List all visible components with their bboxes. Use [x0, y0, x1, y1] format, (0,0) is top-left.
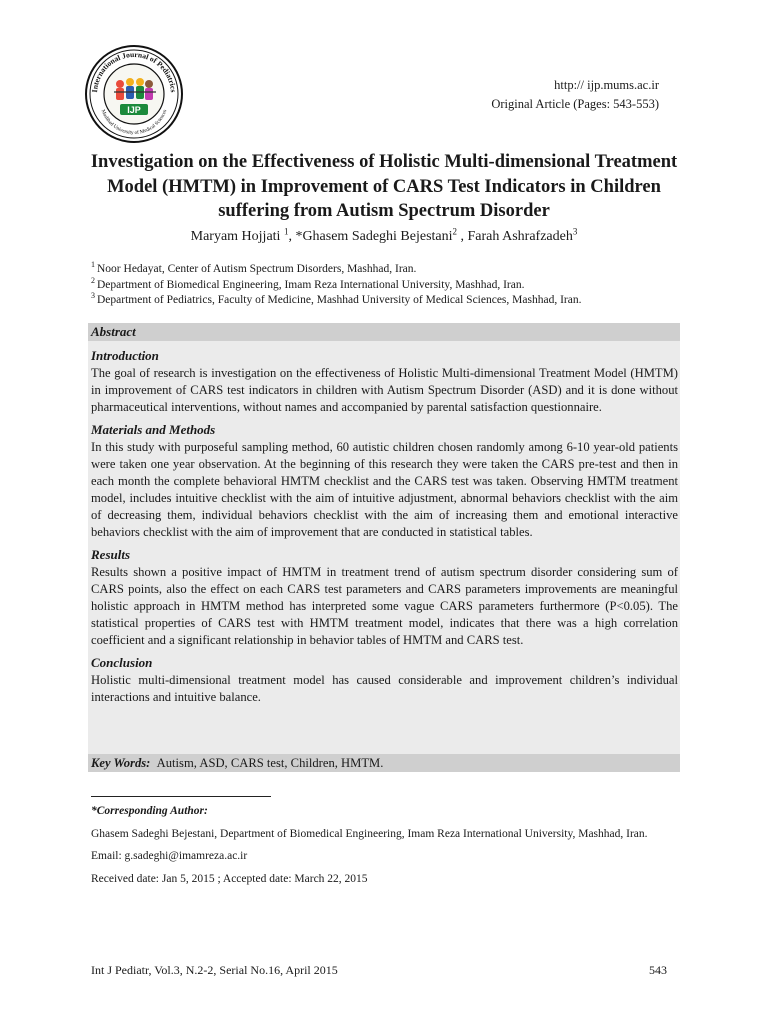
affiliation-1 — [91, 262, 681, 278]
author-3-name: Farah Ashrafzadeh — [467, 229, 573, 244]
journal-url[interactable]: http:// ijp.mums.ac.ir — [554, 78, 659, 92]
affiliation-2 — [91, 275, 681, 294]
author-1-name: Maryam Hojjati — [190, 229, 281, 244]
author-2-name: *Ghasem Sadeghi Bejestani — [295, 229, 453, 244]
affiliations — [91, 262, 681, 309]
corresponding-label: *Corresponding Author: — [91, 805, 208, 817]
keywords — [88, 754, 680, 772]
conclusion-text: Holistic multi-dimensional treatment model has caused considerable and improvement children’s individual interactions and intuitive balance. — [91, 673, 678, 704]
methods-text: In this study with purposeful sampling method, 60 autistic children chosen randomly among 6-10 year-old patients were taken one year observation. At the beginning of this research they were taken the CARS pre-test and then in each month the complete behavioral HMTM checklist and the CARS test was taken. Observing HMTM treatment model, includes intuitive checklist with the aim of intuitive adjustment, abnormal behaviors checklist with the aim of decreasing them, individual behaviors checklist with the aim of increasing them and emotional interactive behaviors checklist with the aim of improvement that are conducted in statistical tables. — [91, 440, 678, 539]
affiliation-num: 3 — [91, 291, 95, 301]
received-dates: Received date: Jan 5, 2015 ; Accepted date: March 22, 2015 — [91, 872, 368, 885]
journal-logo-icon — [84, 44, 184, 144]
methods-heading: Materials and Methods — [91, 422, 216, 437]
affiliation-num: 2 — [91, 275, 95, 285]
introduction-text: The goal of research is investigation on the effectiveness of Holistic Multi-dimensional Treatment Model (HMTM) in improvement of CARS test indicators in children with Autism Spectrum Disorder (ASD) and it is done without pharmaceutical interventions, without names and accompanied by parental satisfaction questionnaire. — [91, 366, 678, 414]
paper-title: Investigation on the Effectiveness of Holistic Multi-dimensional Treatment Model (HMTM) in Improvement of CARS Test Indicators in Children suffering from Autism Spectrum Disorder — [90, 152, 678, 221]
affiliation-text: Department of Biomedical Engineering, Imam Reza International University, Mashhad, Iran. — [97, 278, 525, 291]
logo-ring-text: International Journal of Pediatrics — [90, 49, 178, 93]
article-info: Original Article (Pages: 543-553) — [491, 97, 659, 111]
abstract-heading: Abstract — [88, 323, 680, 341]
keywords-label: Key Words: — [91, 756, 151, 770]
abstract-content — [91, 347, 678, 706]
author-separator: , — [457, 229, 468, 244]
corresponding-email[interactable]: Email: g.sadeghi@imamreza.ac.ir — [91, 850, 248, 862]
author-3-sup: 3 — [572, 226, 578, 237]
affiliation-text: Noor Hedayat, Center of Autism Spectrum Disorders, Mashhad, Iran. — [97, 263, 417, 275]
affiliation-text: Department of Pediatrics, Faculty of Medicine, Mashhad University of Medical Sciences, Mashhad, Iran. — [97, 294, 582, 306]
results-text: Results shown a positive impact of HMTM in treatment trend of autism spectrum disorder considering sum of CARS points, also the effect on each CARS test parameters and CARS parameters improvements are meaningful holistic approach in HMTM method has interpreted some vague CARS parameters furthermore (P<0.05). The statistical properties of CARS test with HMTM treatment model, indicates that there was a high correlation coefficient and a significant relationship in behavior tables of HMTM and CARS test. — [91, 565, 678, 647]
footer-citation: Int J Pediatr, Vol.3, N.2-2, Serial No.16, April 2015 — [91, 963, 338, 977]
logo-bottom-text: Mashhad University of Medical Sciences — [99, 108, 169, 137]
page-number: 543 — [649, 963, 667, 977]
keywords-text: Autism, ASD, CARS test, Children, HMTM. — [156, 756, 384, 770]
conclusion-heading: Conclusion — [91, 655, 153, 670]
author-separator: , — [288, 229, 296, 244]
logo-inner-text: IJP — [127, 105, 141, 115]
affiliation-num: 1 — [91, 260, 95, 270]
journal-logo — [84, 44, 184, 144]
footnote-divider — [91, 796, 271, 797]
header-info — [491, 76, 659, 114]
author-2-sup: 2 — [452, 226, 458, 237]
corresponding-address: Ghasem Sadeghi Bejestani, Department of Biomedical Engineering, Imam Reza International University, Mashhad, Iran. — [91, 827, 648, 840]
corresponding-author — [91, 804, 681, 894]
author-1-sup: 1 — [283, 226, 289, 237]
affiliation-3 — [91, 293, 681, 309]
results-heading: Results — [91, 547, 131, 562]
introduction-heading: Introduction — [91, 348, 159, 363]
author-list — [88, 228, 680, 246]
